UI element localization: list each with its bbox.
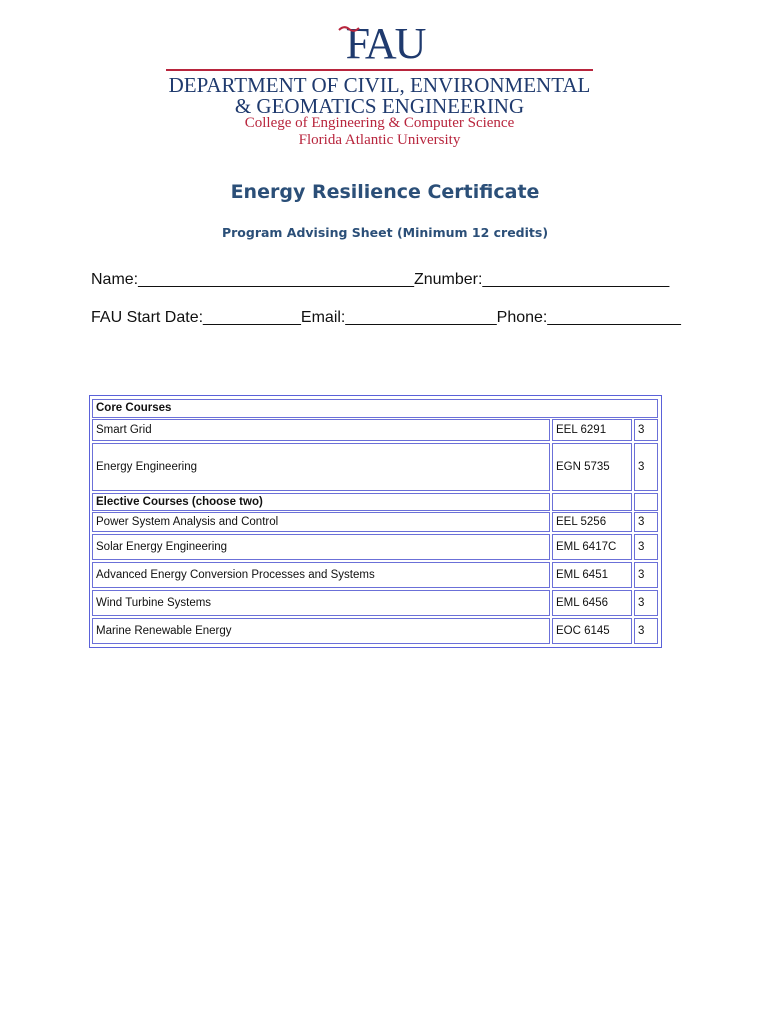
- course-credits-cell: 3: [634, 590, 658, 616]
- university-name: Florida Atlantic University: [298, 132, 461, 148]
- elective-courses-header: Elective Courses (choose two): [92, 493, 550, 511]
- name-znumber-field-line[interactable]: Name:_______________________________Znumber:_____________________: [91, 271, 670, 288]
- course-table: [89, 395, 662, 648]
- course-credits-cell: 3: [634, 618, 658, 644]
- department-name-line1: DEPARTMENT OF CIVIL, ENVIRONMENTAL: [168, 73, 591, 97]
- college-name: College of Engineering & Computer Science: [244, 115, 515, 131]
- page-subtitle: Program Advising Sheet (Minimum 12 credits): [221, 225, 549, 240]
- course-code-cell: EEL 6291: [552, 419, 632, 441]
- letterhead-divider: [166, 69, 593, 71]
- course-name-cell: Marine Renewable Energy: [92, 618, 550, 644]
- core-courses-header: Core Courses: [92, 399, 658, 418]
- course-name-cell: Smart Grid: [92, 419, 550, 441]
- course-name-cell: Power System Analysis and Control: [92, 512, 550, 532]
- course-credits-cell: 3: [634, 512, 658, 532]
- course-code-cell: EOC 6145: [552, 618, 632, 644]
- course-name-cell: Energy Engineering: [92, 443, 550, 491]
- course-credits-cell: 3: [634, 534, 658, 560]
- fau-logo: FAU: [345, 19, 425, 68]
- course-code-cell: EML 6451: [552, 562, 632, 588]
- fau-logo-wave-icon: [338, 24, 360, 34]
- empty-cell: [634, 493, 658, 511]
- course-credits-cell: 3: [634, 562, 658, 588]
- department-name-line2: & GEOMATICS ENGINEERING: [234, 94, 525, 118]
- empty-cell: [552, 493, 632, 511]
- course-code-cell: EML 6417C: [552, 534, 632, 560]
- course-code-cell: EEL 5256: [552, 512, 632, 532]
- page-title: Energy Resilience Certificate: [230, 181, 540, 203]
- course-name-cell: Advanced Energy Conversion Processes and Systems: [92, 562, 550, 588]
- course-code-cell: EGN 5735: [552, 443, 632, 491]
- course-name-cell: Wind Turbine Systems: [92, 590, 550, 616]
- course-name-cell: Solar Energy Engineering: [92, 534, 550, 560]
- course-credits-cell: 3: [634, 443, 658, 491]
- startdate-email-phone-field-line[interactable]: FAU Start Date:___________Email:_________________Phone:_______________: [91, 309, 681, 326]
- course-code-cell: EML 6456: [552, 590, 632, 616]
- course-credits-cell: 3: [634, 419, 658, 441]
